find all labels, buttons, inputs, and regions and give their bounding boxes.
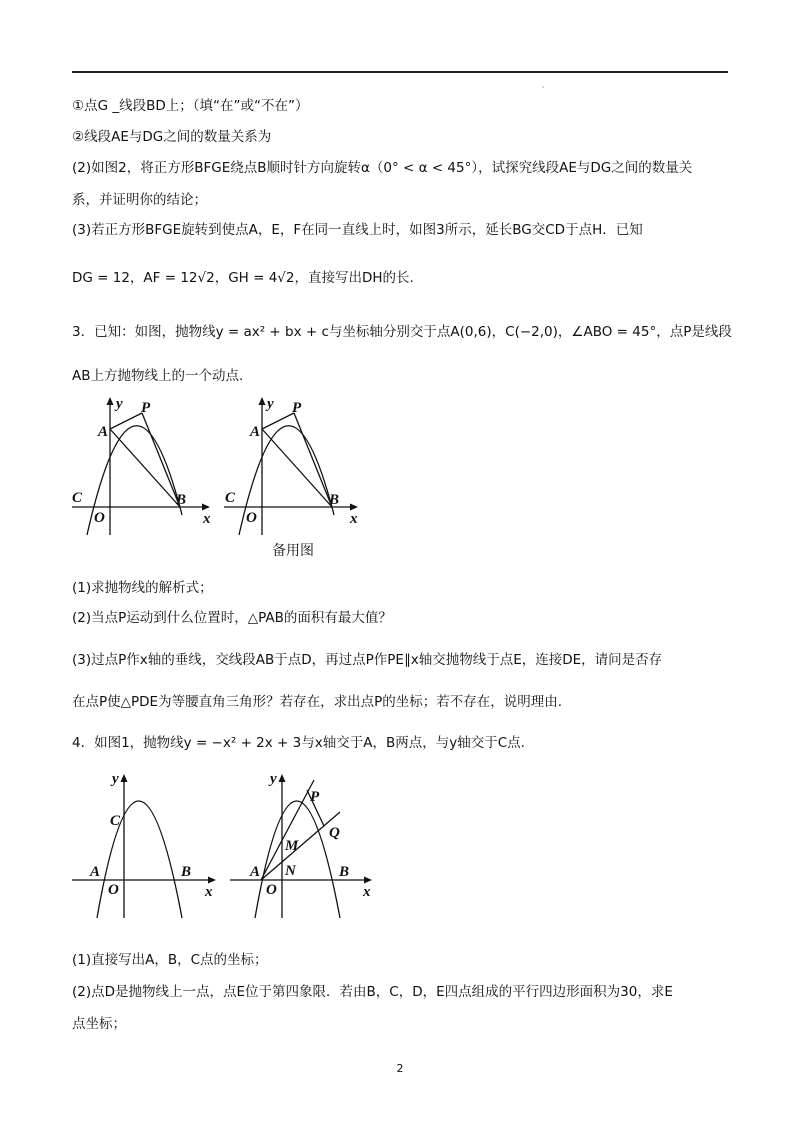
point-q-label: Q — [329, 825, 340, 841]
text-line: (3)若正方形BFGE旋转到使点A，E，F在同一直线上时，如图3所示，延长BG交CD于点H．已知 — [72, 222, 643, 238]
point-p-label: P — [292, 400, 302, 416]
text-line: (2)点D是抛物线上一点，点E位于第四象限．若由B，C，D，E四点组成的平行四边形面积为30，求E — [72, 984, 673, 1000]
text-line: AB上方抛物线上的一个动点. — [72, 368, 244, 384]
header-mark: ' — [542, 85, 545, 94]
text-line: (1)直接写出A，B，C点的坐标； — [72, 952, 268, 968]
point-c-label: C — [72, 490, 83, 506]
point-c-label: C — [225, 490, 236, 506]
parabola-figure-problem4-b — [228, 772, 378, 922]
y-axis-label: y — [116, 396, 123, 412]
point-n-label: N — [285, 863, 296, 879]
point-a-label: A — [250, 424, 261, 440]
x-axis-label: x — [350, 511, 358, 527]
text-line: 在点P使△PDE为等腰直角三角形？若存在，求出点P的坐标；若不存在，说明理由. — [72, 694, 563, 710]
parabola-figure-problem4-a — [70, 772, 220, 922]
problem-4-stem: 4．如图1，抛物线y = −x² + 2x + 3与x轴交于A，B两点，与y轴交于C点. — [72, 735, 525, 751]
page-number: 2 — [396, 1062, 404, 1075]
text-line: 点坐标； — [72, 1016, 126, 1032]
x-axis-label: x — [205, 884, 213, 900]
x-axis-label: x — [203, 511, 211, 527]
origin-label: O — [246, 510, 257, 526]
parabola-figure-1 — [70, 395, 220, 535]
y-axis-label: y — [267, 396, 274, 412]
text-line: (1)求抛物线的解析式； — [72, 580, 213, 596]
point-a-label: A — [250, 864, 261, 880]
text-line: DG = 12，AF = 12√2，GH = 4√2，直接写出DH的长. — [72, 270, 414, 286]
point-b-label: B — [329, 492, 340, 508]
point-b-label: B — [176, 492, 187, 508]
point-a-label: A — [90, 864, 101, 880]
y-axis-label: y — [112, 771, 119, 787]
parabola-figure-backup — [222, 395, 372, 535]
text-line: 系，并证明你的结论； — [72, 192, 207, 208]
point-p-label: P — [141, 400, 151, 416]
text-line: (2)如图2，将正方形BFGE绕点B顺时针方向旋转α（0° < α < 45°），试探究线段AE与DG之间的数量关 — [72, 160, 693, 176]
text-line: (3)过点P作x轴的垂线，交线段AB于点D，再过点P作PE∥x轴交抛物线于点E，连接DE，请问是否存 — [72, 652, 663, 668]
origin-label: O — [266, 882, 277, 898]
point-p-label: P — [310, 789, 320, 805]
text-line: (2)当点P运动到什么位置时，△PAB的面积有最大值？ — [72, 610, 392, 626]
backup-figure-caption: 备用图 — [272, 543, 314, 559]
point-b-label: B — [339, 864, 350, 880]
point-c-label: C — [110, 813, 121, 829]
text-line: ①点G _线段BD上；（填“在”或“不在”） — [72, 98, 309, 114]
text-line: ②线段AE与DG之间的数量关系为 — [72, 129, 272, 145]
problem-3-stem: 3．已知：如图，抛物线y = ax² + bx + c与坐标轴分别交于点A(0,6)，C(−2,0)，∠ABO = 45°，点P是线段 — [72, 324, 732, 340]
y-axis-label: y — [270, 771, 277, 787]
origin-label: O — [108, 882, 119, 898]
x-axis-label: x — [363, 884, 371, 900]
point-a-label: A — [98, 424, 109, 440]
point-m-label: M — [285, 838, 299, 854]
point-b-label: B — [181, 864, 192, 880]
origin-label: O — [94, 510, 105, 526]
header-rule — [72, 71, 728, 73]
